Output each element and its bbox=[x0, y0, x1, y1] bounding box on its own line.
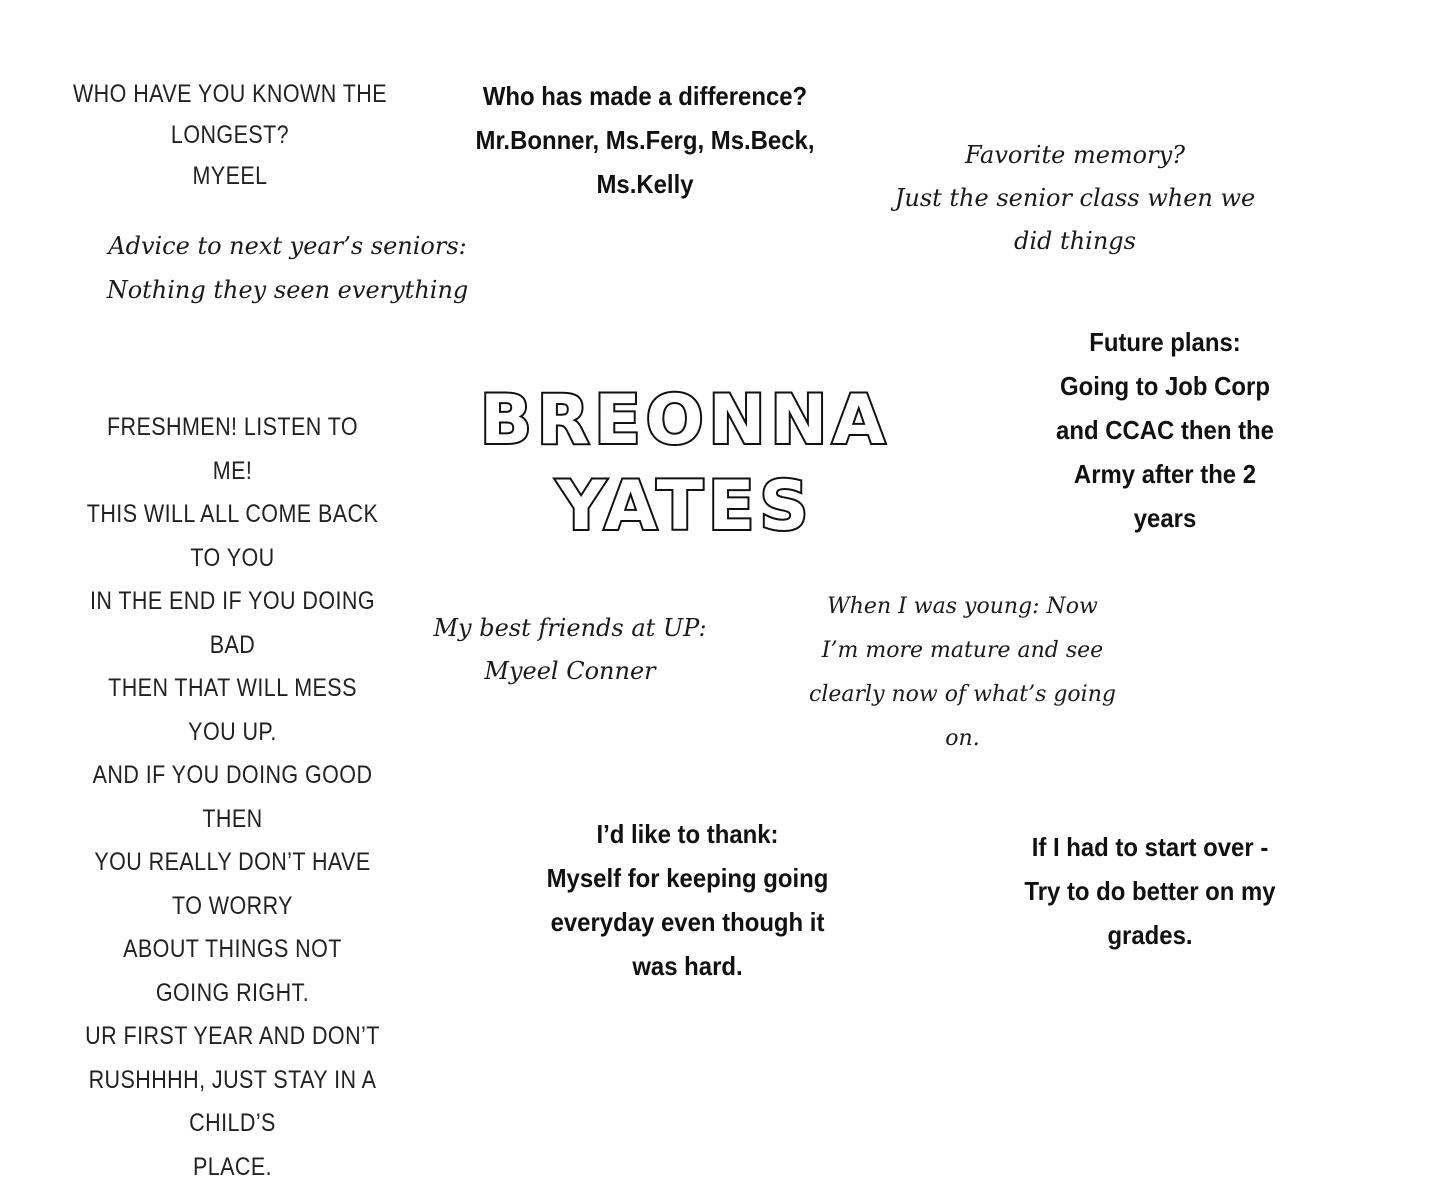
freshmen-advice-line: UR FIRST YEAR AND DON’T bbox=[84, 1015, 381, 1059]
future-plans-answer-line: and CCAC then the bbox=[1041, 408, 1289, 452]
freshmen-advice-line: YOU REALLY DON’T HAVE TO WORRY bbox=[84, 841, 381, 928]
best-friends-answer: Myeel Conner bbox=[420, 650, 720, 693]
favorite-memory-question: Favorite memory? bbox=[880, 134, 1270, 177]
freshmen-advice-line: IN THE END IF YOU DOING BAD bbox=[84, 580, 381, 667]
freshmen-advice-line: THEN THAT WILL MESS YOU UP. bbox=[84, 667, 381, 754]
thank-answer-line: everyday even though it bbox=[533, 900, 841, 944]
thank-answer-line: was hard. bbox=[533, 944, 841, 988]
freshmen-advice-line: ABOUT THINGS NOT GOING RIGHT. bbox=[84, 928, 381, 1015]
difference-answer-line: Ms.Kelly bbox=[447, 162, 843, 206]
advice-answer: Nothing they seen everything bbox=[90, 268, 485, 312]
start-over-line: If I had to start over - bbox=[1012, 825, 1288, 869]
page-title bbox=[480, 378, 890, 550]
favorite-memory-answer-line: did things bbox=[880, 220, 1270, 263]
when-young-section bbox=[790, 585, 1135, 761]
difference-question: Who has made a difference? bbox=[447, 74, 843, 118]
title-last-name: YATES bbox=[480, 464, 890, 550]
advice-section bbox=[90, 224, 485, 312]
freshmen-advice-line: RUSHHHH, JUST STAY IN A CHILD’S bbox=[84, 1059, 381, 1146]
when-young-line: I’m more mature and see bbox=[790, 629, 1135, 673]
start-over-section bbox=[1012, 825, 1288, 957]
start-over-line: grades. bbox=[1012, 913, 1288, 957]
start-over-line: Try to do better on my bbox=[1012, 869, 1288, 913]
freshmen-advice-line: PLACE. bbox=[84, 1146, 381, 1189]
thank-question: I’d like to thank: bbox=[533, 812, 841, 856]
thank-answer-line: Myself for keeping going bbox=[533, 856, 841, 900]
known-longest-question: WHO HAVE YOU KNOWN THE LONGEST? bbox=[67, 74, 394, 156]
future-plans-answer-line: Army after the 2 bbox=[1041, 452, 1289, 496]
freshmen-advice-line: AND IF YOU DOING GOOD THEN bbox=[84, 754, 381, 841]
favorite-memory-answer-line: Just the senior class when we bbox=[880, 177, 1270, 220]
future-plans-answer-line: years bbox=[1041, 496, 1289, 540]
best-friends-question: My best friends at UP: bbox=[420, 607, 720, 650]
favorite-memory-section bbox=[880, 134, 1270, 263]
known-longest-answer: MYEEL bbox=[67, 156, 394, 197]
difference-answer-line: Mr.Bonner, Ms.Ferg, Ms.Beck, bbox=[447, 118, 843, 162]
known-longest-section bbox=[67, 74, 394, 197]
future-plans-question: Future plans: bbox=[1041, 320, 1289, 364]
title-first-name: BREONNA bbox=[480, 378, 890, 464]
freshmen-advice-section bbox=[84, 406, 381, 1189]
best-friends-section bbox=[420, 607, 720, 693]
future-plans-answer-line: Going to Job Corp bbox=[1041, 364, 1289, 408]
when-young-line: clearly now of what’s going bbox=[790, 673, 1135, 717]
future-plans-section bbox=[1041, 320, 1289, 540]
when-young-line: on. bbox=[790, 717, 1135, 761]
thank-section bbox=[533, 812, 841, 988]
freshmen-advice-line: FRESHMEN! LISTEN TO ME! bbox=[84, 406, 381, 493]
advice-question: Advice to next year’s seniors: bbox=[90, 224, 485, 268]
freshmen-advice-line: THIS WILL ALL COME BACK TO YOU bbox=[84, 493, 381, 580]
difference-section bbox=[447, 74, 843, 206]
when-young-line: When I was young: Now bbox=[790, 585, 1135, 629]
